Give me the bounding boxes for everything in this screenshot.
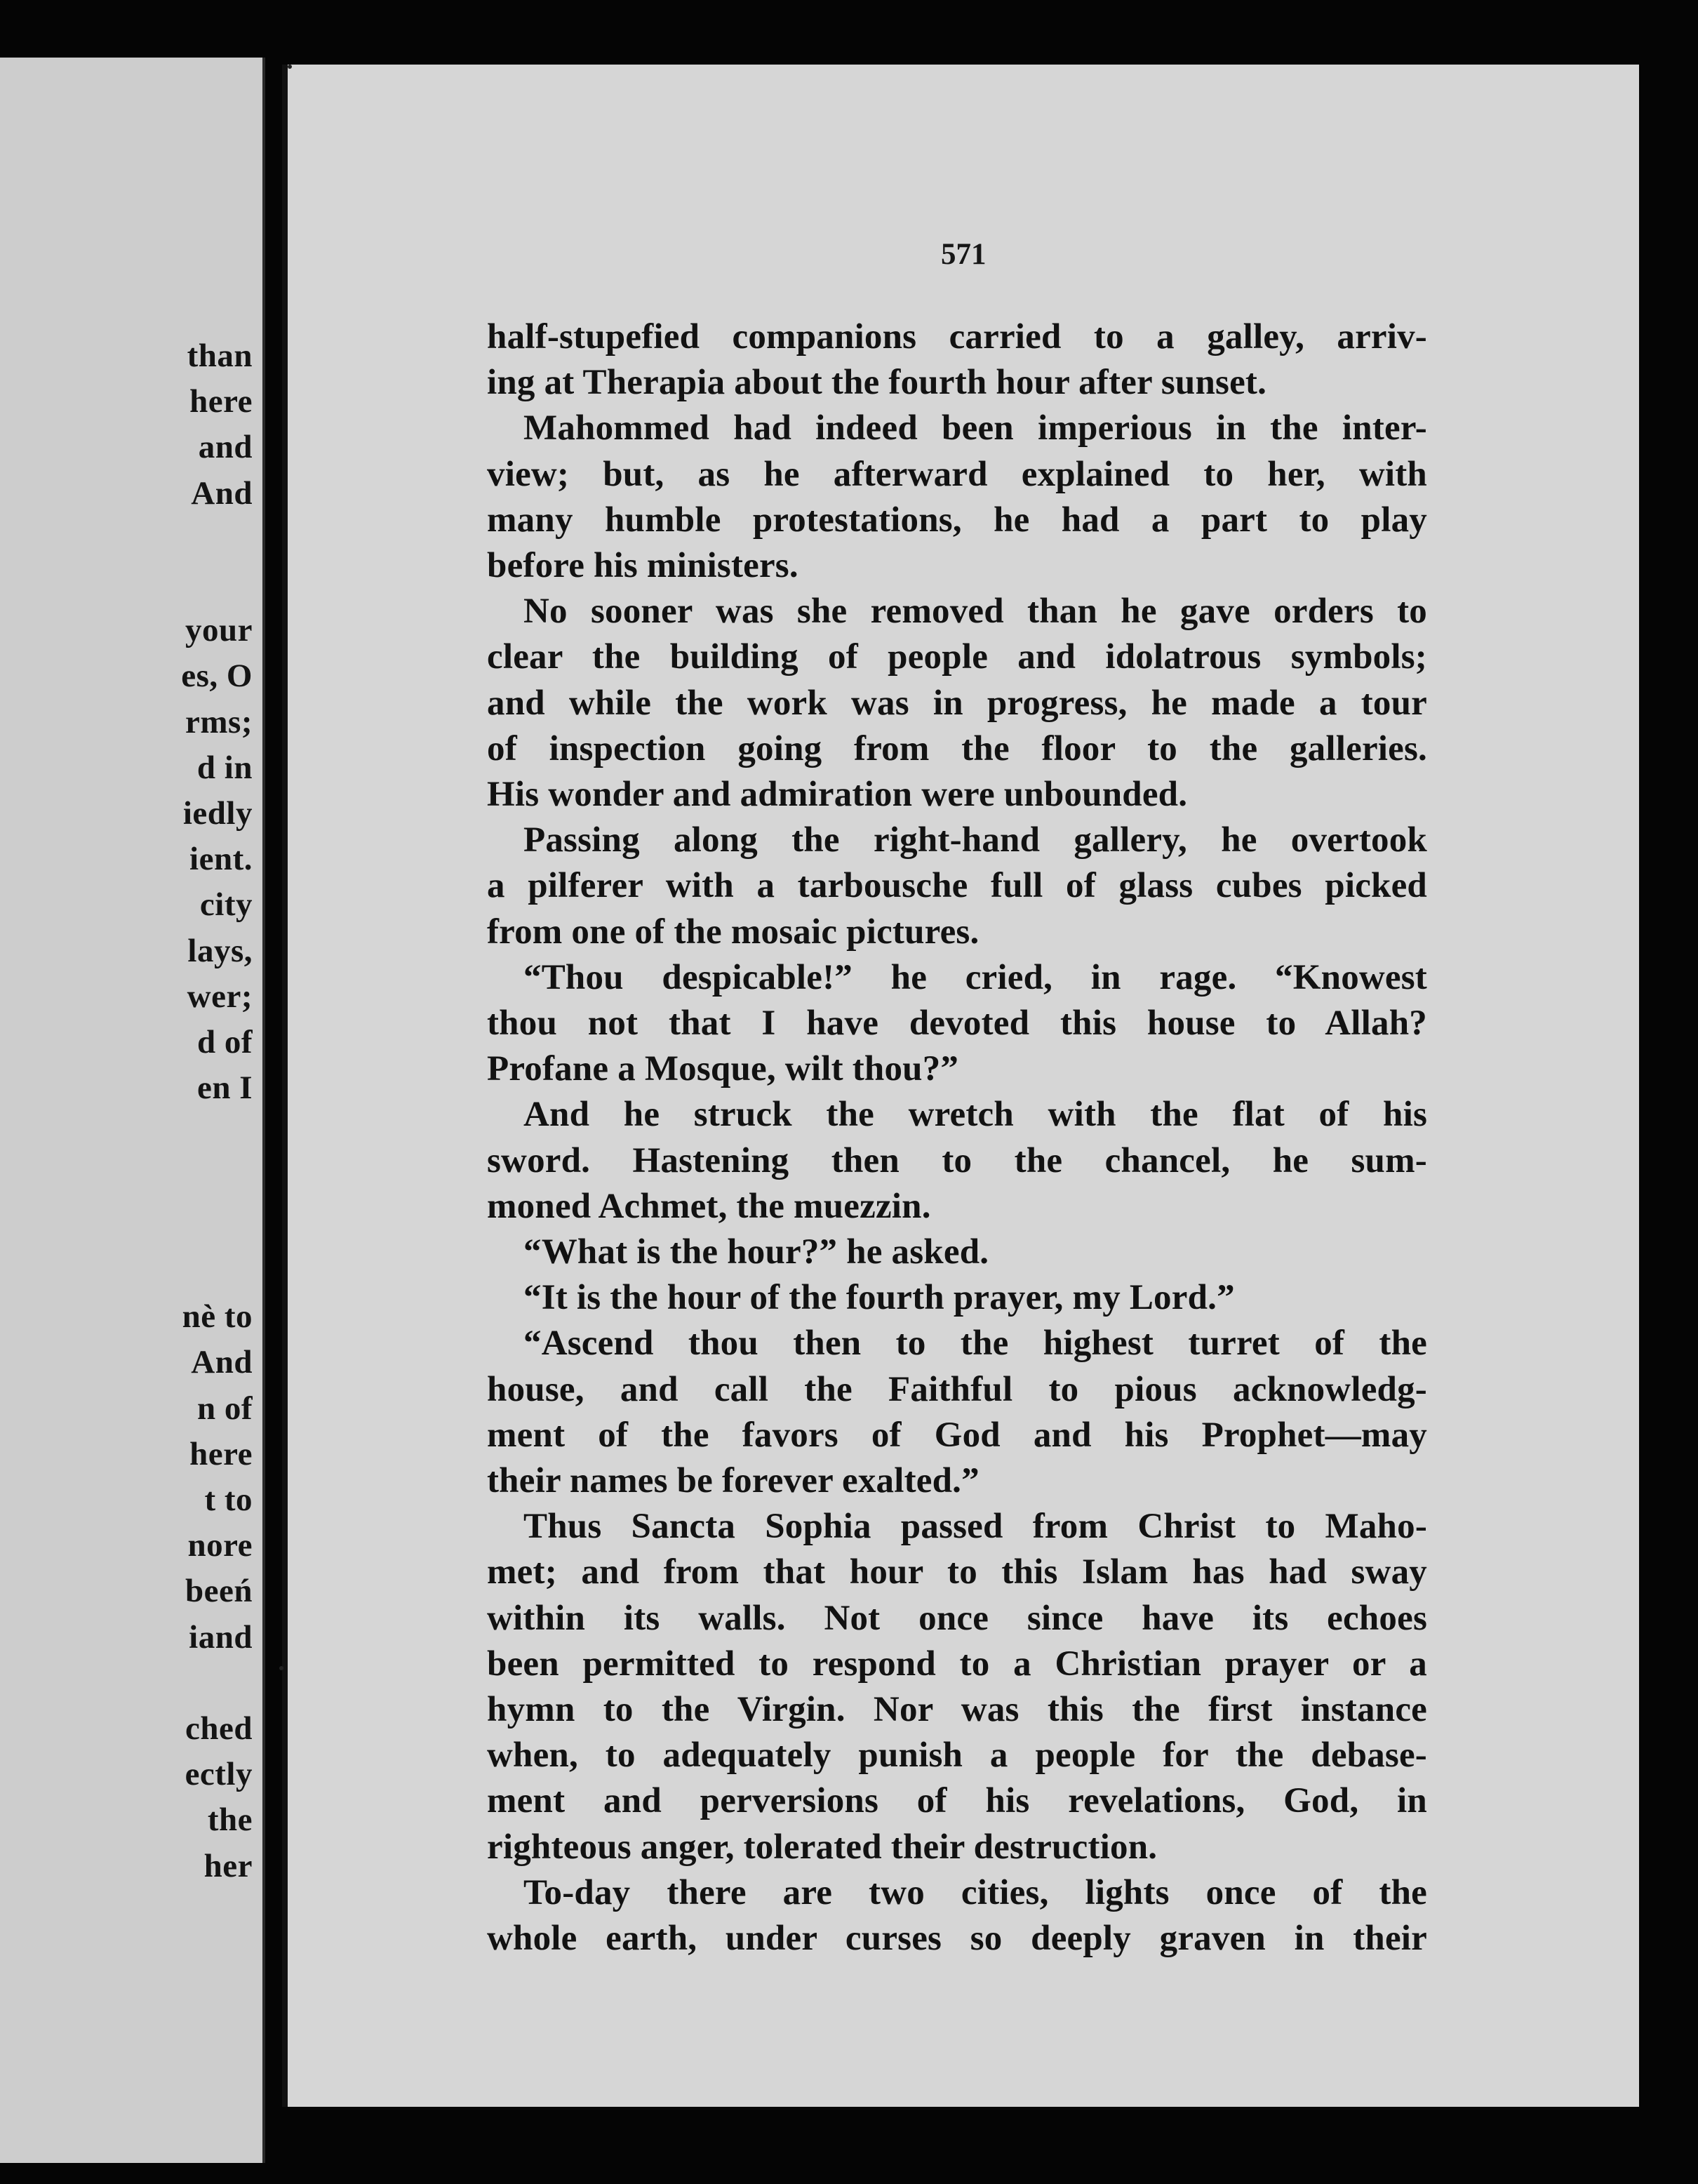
text-line: Profane a Mosque, wilt thou?”: [487, 1049, 959, 1089]
facing-page-line-fragment: here: [189, 1435, 253, 1472]
text-line: ing at Therapia about the fourth hour after sunset.: [487, 363, 1267, 403]
text-line: before his ministers.: [487, 546, 798, 585]
text-line: thou not that I have devoted this house to Allah?: [487, 1004, 1427, 1043]
facing-page-line-fragment: ectly: [185, 1756, 253, 1793]
facing-page-line-fragment: es, O: [181, 658, 253, 695]
text-line: His wonder and admiration were unbounded.: [487, 775, 1188, 814]
text-line: sword. Hastening then to the chancel, he sum-: [487, 1140, 1427, 1180]
facing-page-line-fragment: the: [207, 1802, 253, 1839]
text-line: view; but, as he afterward explained to her, with: [487, 454, 1427, 494]
text-line: been permitted to respond to a Christian prayer or a: [487, 1644, 1427, 1684]
text-line: Thus Sancta Sophia passed from Christ to Maho-: [523, 1507, 1427, 1547]
facing-page-line-fragment: and: [198, 429, 253, 466]
facing-page-line-fragment: iand: [189, 1618, 253, 1656]
facing-page-line-fragment: n of: [196, 1390, 253, 1427]
text-line: To-day there are two cities, lights once of the: [523, 1872, 1427, 1912]
facing-page-line-fragment: nore: [187, 1527, 253, 1564]
speck-mark: [288, 65, 292, 69]
text-line: whole earth, under curses so deeply graven in their: [487, 1919, 1427, 1958]
facing-page-line-fragment: ient.: [189, 841, 253, 878]
text-line: “Thou despicable!” he cried, in rage. “Knowest: [523, 957, 1427, 997]
text-line: “Ascend thou then to the highest turret of the: [523, 1324, 1427, 1364]
page-number: 571: [941, 238, 987, 271]
facing-page-line-fragment: d in: [196, 749, 253, 786]
facing-page-line-fragment: And: [191, 1344, 253, 1381]
facing-page-line-fragment: lays,: [187, 932, 253, 969]
text-line: within its walls. Not once since have its echoes: [487, 1598, 1427, 1638]
text-line: ment and perversions of his revelations, God, in: [487, 1781, 1427, 1821]
text-line: when, to adequately punish a people for the debase-: [487, 1736, 1427, 1776]
text-line: met; and from that hour to this Islam has had sway: [487, 1552, 1427, 1592]
text-line: moned Achmet, the muezzin.: [487, 1186, 931, 1226]
facing-page-line-fragment: wer;: [187, 978, 253, 1015]
facing-page-fragment: [0, 58, 265, 2163]
facing-page-line-fragment: here: [189, 383, 253, 420]
facing-page-line-fragment: rms;: [185, 703, 253, 740]
facing-page-line-fragment: than: [187, 338, 253, 374]
text-line: Passing along the right-hand gallery, he overtook: [523, 820, 1427, 860]
text-line: ment of the favors of God and his Prophet—may: [487, 1415, 1427, 1455]
facing-page-line-fragment: ched: [185, 1710, 253, 1747]
facing-page-line-fragment: nè to: [182, 1298, 253, 1336]
facing-page-line-fragment: And: [191, 474, 253, 512]
text-line: hymn to the Virgin. Nor was this the first instance: [487, 1690, 1427, 1729]
facing-page-line-fragment: city: [199, 886, 253, 924]
text-line: clear the building of people and idolatrous symbols;: [487, 637, 1427, 677]
facing-page-line-fragment: your: [185, 612, 253, 649]
facing-page-line-fragment: beeń: [185, 1573, 253, 1610]
text-line: many humble protestations, he had a part to play: [487, 500, 1427, 540]
text-line: And he struck the wretch with the flat of his: [523, 1095, 1427, 1135]
facing-page-line-fragment: t to: [204, 1481, 253, 1518]
text-line: “It is the hour of the fourth prayer, my Lord.”: [523, 1278, 1235, 1318]
text-line: No sooner was she removed than he gave orders to: [523, 592, 1427, 632]
text-line: a pilferer with a tarbousche full of glass cubes picked: [487, 866, 1427, 906]
text-line: “What is the hour?” he asked.: [523, 1232, 989, 1272]
text-line: half-stupefied companions carried to a galley, arriv-: [487, 317, 1427, 357]
facing-page-line-fragment: en I: [196, 1070, 253, 1107]
text-line: their names be forever exalted.”: [487, 1461, 980, 1500]
text-line: house, and call the Faithful to pious acknowledg-: [487, 1369, 1427, 1409]
facing-page-line-fragment: iedly: [182, 795, 253, 832]
text-line: Mahommed had indeed been imperious in the inter-: [523, 408, 1427, 448]
text-line: righteous anger, tolerated their destruction.: [487, 1827, 1158, 1867]
text-line: from one of the mosaic pictures.: [487, 912, 980, 952]
text-line: and while the work was in progress, he made a tour: [487, 683, 1427, 723]
facing-page-line-fragment: d of: [196, 1024, 253, 1060]
speck-mark: [279, 1666, 283, 1670]
text-line: of inspection going from the floor to the galleries.: [487, 728, 1427, 768]
facing-page-line-fragment: her: [203, 1847, 253, 1884]
